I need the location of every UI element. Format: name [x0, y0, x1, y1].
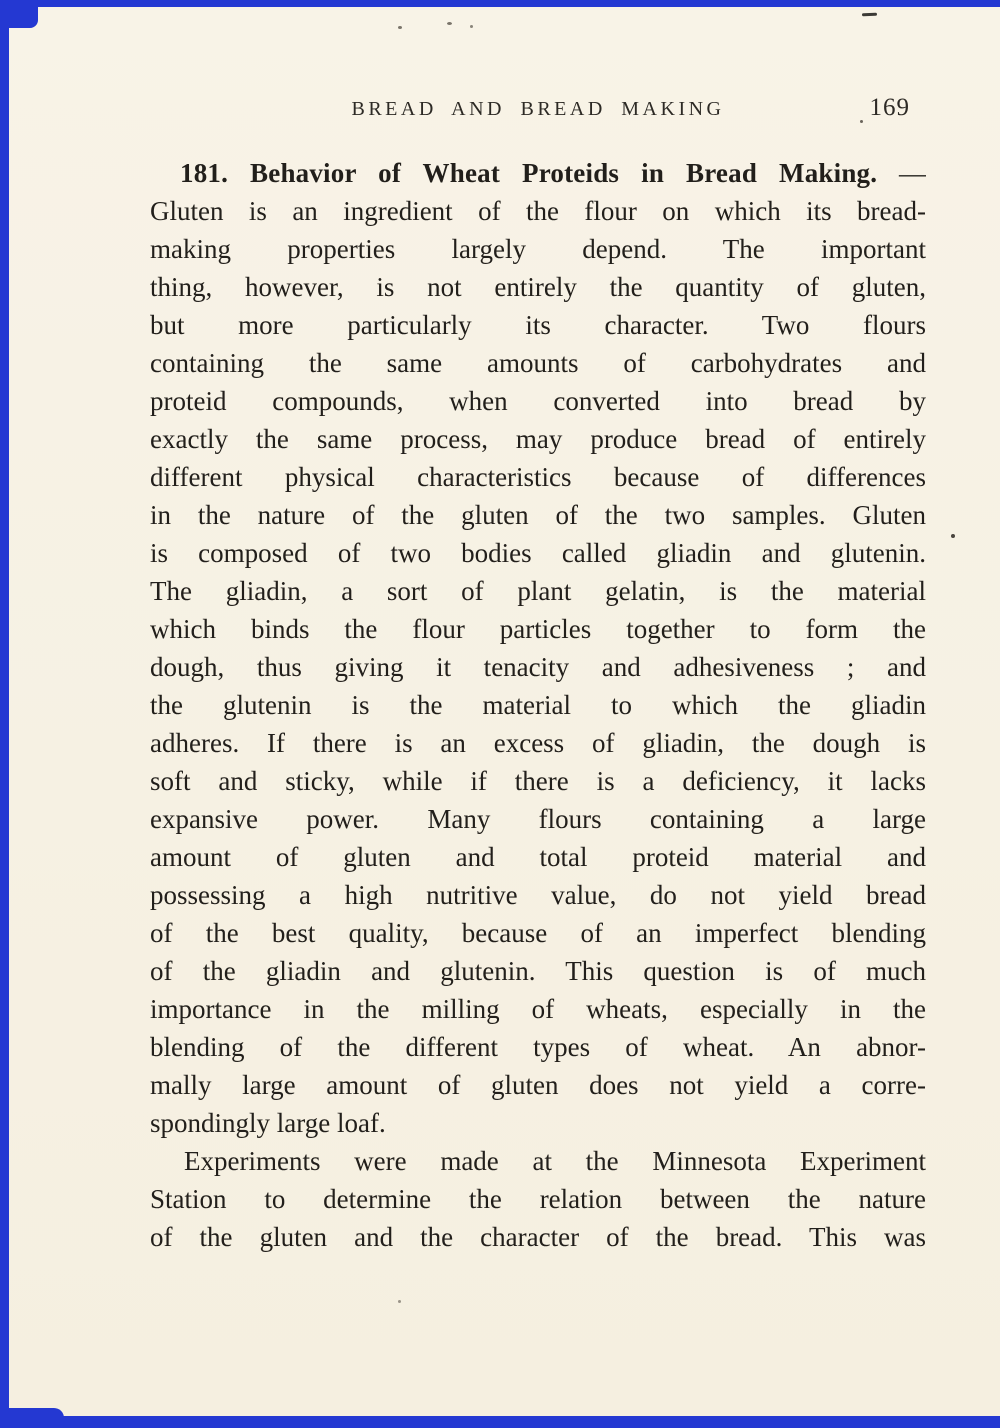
text-line: which binds the flour particles together to form the — [150, 614, 926, 644]
scan-speck — [470, 25, 473, 28]
text-line: Experiments were made at the Minnesota Experiment — [184, 1146, 926, 1176]
scan-edge-bottom — [0, 1416, 1000, 1428]
scan-dash-mark — [862, 13, 877, 17]
text-line: amount of gluten and total proteid material and — [150, 842, 926, 872]
scan-edge-top — [0, 0, 1000, 7]
text-line: of the gluten and the character of the bread. This was — [150, 1222, 926, 1252]
scan-speck — [398, 26, 402, 29]
paragraph-1-last-line: spondingly large loaf. — [150, 1108, 386, 1138]
scan-speck — [398, 1300, 401, 1303]
scan-speck — [447, 22, 452, 25]
text-line: importance in the milling of wheats, especially in the — [150, 994, 926, 1024]
text-line: different physical characteristics because of differences — [150, 462, 926, 492]
paragraph-2 — [150, 1142, 926, 1256]
text-line: adheres. If there is an excess of gliadin, the dough is — [150, 728, 926, 758]
scan-edge-left — [0, 0, 9, 1428]
page-number: 169 — [869, 94, 910, 121]
scan-corner-bottom-left — [0, 1408, 64, 1428]
text-line: Gluten is an ingredient of the flour on which its bread- — [150, 196, 926, 226]
text-line: The gliadin, a sort of plant gelatin, is the material — [150, 576, 926, 606]
page-body — [150, 154, 926, 1256]
scan-speck — [951, 534, 955, 538]
text-line: in the nature of the gluten of the two samples. Gluten — [150, 500, 926, 530]
text-line: Station to determine the relation between the nature — [150, 1184, 926, 1214]
text-line: making properties largely depend. The important — [150, 234, 926, 264]
text-line: soft and sticky, while if there is a deficiency, it lacks — [150, 766, 926, 796]
text-line: possessing a high nutritive value, do not yield bread — [150, 880, 926, 910]
text-line: exactly the same process, may produce bread of entirely — [150, 424, 926, 454]
text-line: of the best quality, because of an imperfect blending — [150, 918, 926, 948]
text-line: proteid compounds, when converted into bread by — [150, 386, 926, 416]
text-line: is composed of two bodies called gliadin and glutenin. — [150, 538, 926, 568]
text-line: dough, thus giving it tenacity and adhesiveness ; and — [150, 652, 926, 682]
text-line: of the gliadin and glutenin. This question is of much — [150, 956, 926, 986]
scan-corner-top-left — [0, 0, 38, 28]
paragraph-1 — [150, 192, 926, 1104]
text-line: the glutenin is the material to which the gliadin — [150, 690, 926, 720]
section-heading-dash: — — [877, 158, 926, 188]
section-heading: 181. Behavior of Wheat Proteids in Bread Making. — [180, 158, 878, 188]
running-title: BREAD AND BREAD MAKING — [351, 98, 725, 120]
text-line: expansive power. Many flours containing a large — [150, 804, 926, 834]
page-header — [150, 94, 926, 130]
section-heading-line — [150, 154, 926, 192]
text-line: thing, however, is not entirely the quantity of gluten, — [150, 272, 926, 302]
text-line: but more particularly its character. Two flours — [150, 310, 926, 340]
text-line: containing the same amounts of carbohydrates and — [150, 348, 926, 378]
text-line: mally large amount of gluten does not yield a corre- — [150, 1070, 926, 1100]
text-line: blending of the different types of wheat. An abnor- — [150, 1032, 926, 1062]
